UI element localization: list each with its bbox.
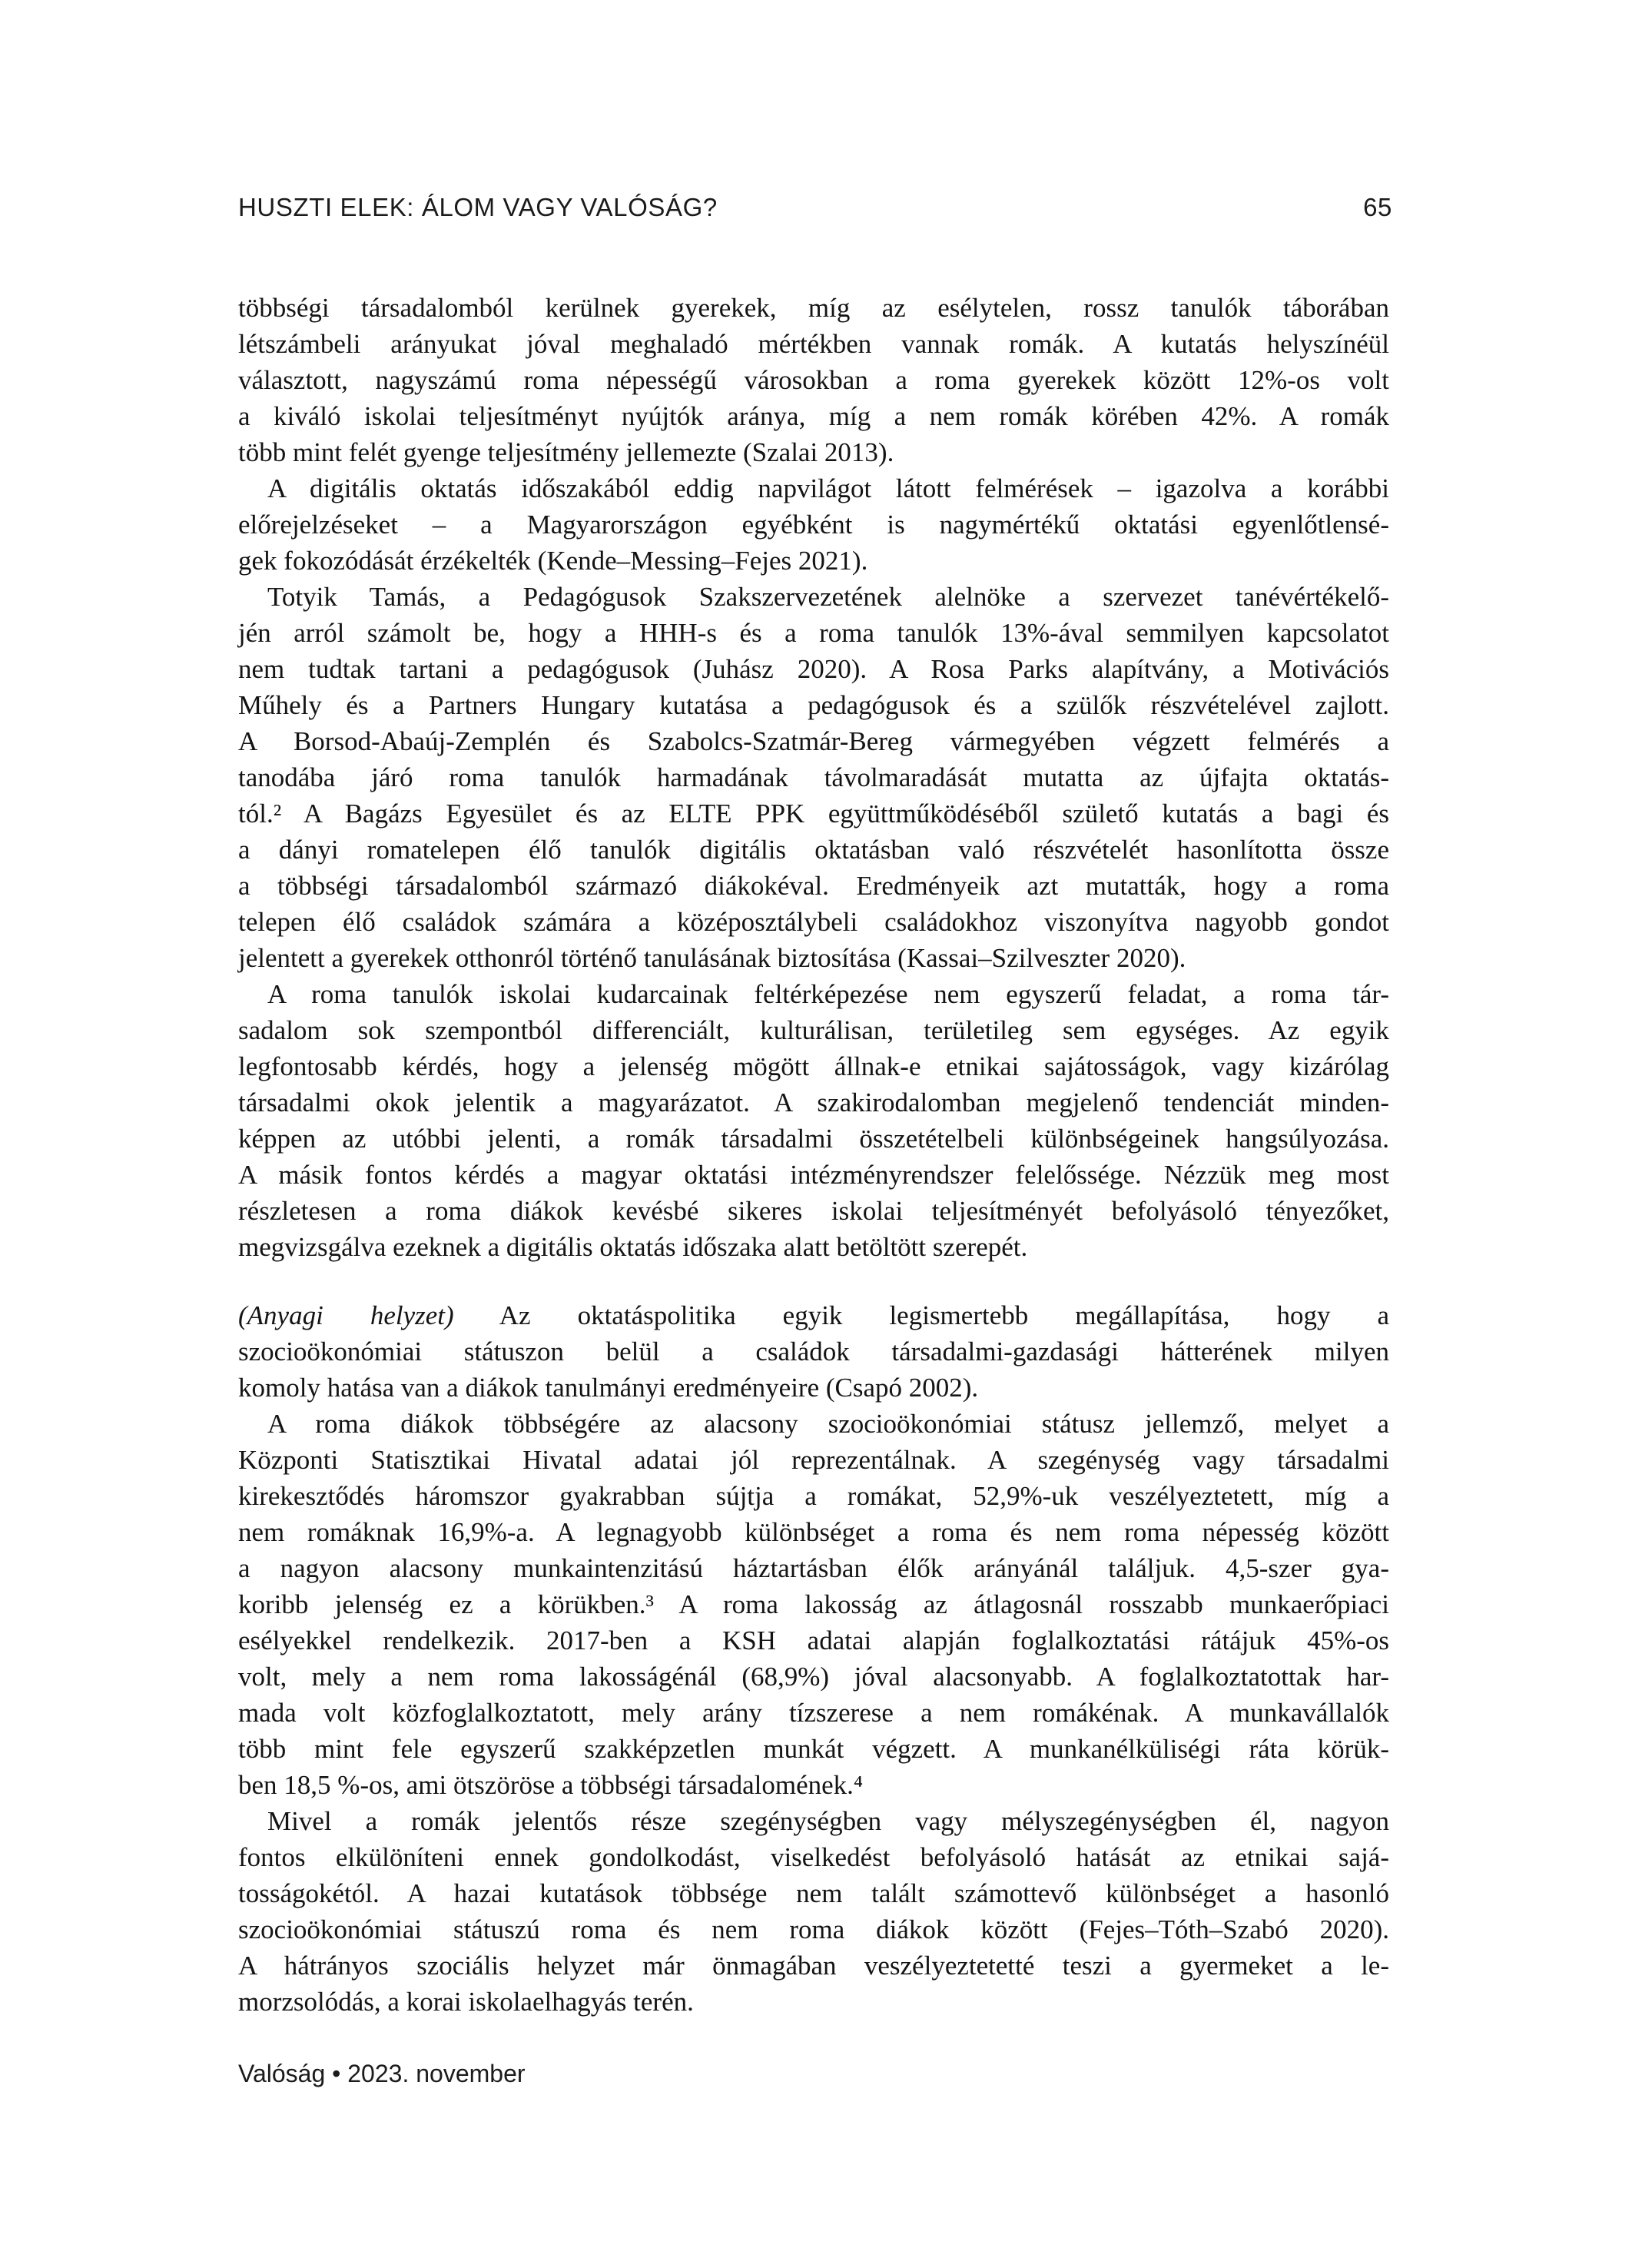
text-line: többségi társadalomból kerülnek gyerekek, míg az esélytelen, rossz tanulók táborában [238, 293, 1389, 323]
text-line: koribb jelenség ez a körükben.³ A roma lakosság az átlagosnál rosszabb munkaerőpiaci [238, 1589, 1389, 1619]
text-line: kirekesztődés háromszor gyakrabban sújtja a romákat, 52,9%-uk veszélyeztetett, míg a [238, 1481, 1389, 1511]
text-line: A másik fontos kérdés a magyar oktatási intézményrendszer felelőssége. Nézzük meg most [238, 1160, 1389, 1190]
paragraph [238, 1803, 1389, 2020]
text-line: tosságokétól. A hazai kutatások többsége nem talált számottevő különbséget a hasonló [238, 1878, 1389, 1908]
text-line: esélyekkel rendelkezik. 2017-ben a KSH adatai alapján foglalkoztatási rátájuk 45%-os [238, 1625, 1389, 1655]
text-line: a dányi romatelepen élő tanulók digitális oktatásban való részvételét hasonlította össze [238, 835, 1389, 865]
paragraph [238, 1297, 1389, 1406]
text-line: tanodába járó roma tanulók harmadának távolmaradását mutatta az újfajta oktatás- [238, 762, 1389, 792]
text-line: szocioökonómiai státuszú roma és nem roma diákok között (Fejes–Tóth–Szabó 2020). [238, 1914, 1389, 1944]
text-line: volt, mely a nem roma lakosságénál (68,9%) jóval alacsonyabb. A foglalkoztatottak har- [238, 1662, 1389, 1692]
text-line: Központi Statisztikai Hivatal adatai jól reprezentálnak. A szegénység vagy társadalmi [238, 1445, 1389, 1475]
text-line: sadalom sok szempontból differenciált, kulturálisan, területileg sem egységes. Az egyik [238, 1015, 1389, 1045]
text-line: szocioökonómiai státuszon belül a családok társadalmi-gazdasági hátterének milyen [238, 1337, 1389, 1366]
text-line: Műhely és a Partners Hungary kutatása a pedagógusok és a szülők részvételével zajlott. [238, 690, 1389, 720]
text-line: jén arról számolt be, hogy a HHH-s és a roma tanulók 13%-ával semmilyen kapcsolatot [238, 618, 1389, 648]
text-line: a többségi társadalomból származó diákokéval. Eredményeik azt mutatták, hogy a roma [238, 871, 1389, 901]
article-body [238, 290, 1389, 2020]
text-line: (Anyagi helyzet) Az oktatáspolitika egyik legismertebb megállapítása, hogy a [238, 1300, 1390, 1330]
text-line: nem romáknak 16,9%-a. A legnagyobb különbséget a roma és nem roma népesség között [238, 1517, 1389, 1547]
text-line: fontos elkülöníteni ennek gondolkodást, viselkedést befolyásoló hatását az etnikai sajá- [238, 1842, 1389, 1872]
paragraph [238, 579, 1389, 976]
text-line: telepen élő családok számára a középosztálybeli családokhoz viszonyítva nagyobb gondot [238, 907, 1389, 937]
text-line: a nagyon alacsony munkaintenzitású háztartásban élők arányánál találjuk. 4,5-szer gya- [238, 1553, 1389, 1583]
text-line: A hátrányos szociális helyzet már önmagában veszélyeztetetté teszi a gyermeket a le- [238, 1951, 1389, 1981]
text-line: A roma tanulók iskolai kudarcainak feltérképezése nem egyszerű feladat, a roma tár- [267, 979, 1389, 1009]
text-line: nem tudtak tartani a pedagógusok (Juhász 2020). A Rosa Parks alapítvány, a Motivációs [238, 654, 1389, 684]
text-line: tól.² A Bagázs Egyesület és az ELTE PPK együttműködéséből születő kutatás a bagi és [238, 799, 1389, 829]
page-header [238, 193, 1392, 222]
text-line: morzsolódás, a korai iskolaelhagyás terén. [238, 1987, 694, 2017]
section-label-italic: (Anyagi helyzet) [238, 1300, 454, 1330]
text-line: választott, nagyszámú roma népességű városokban a roma gyerekek között 12%-os volt [238, 365, 1389, 395]
text-line: előrejelzéseket – a Magyarországon egyébként is nagymértékű oktatási egyenlőtlensé- [238, 510, 1389, 540]
text-line: legfontosabb kérdés, hogy a jelenség mögött állnak-e etnikai sajátosságok, vagy kizárólag [238, 1051, 1389, 1081]
text-line: komoly hatása van a diákok tanulmányi eredményeire (Csapó 2002). [238, 1373, 979, 1403]
text-line: A roma diákok többségére az alacsony szocioökonómiai státusz jellemző, melyet a [267, 1409, 1389, 1439]
text-line: gek fokozódását érzékelték (Kende–Messing–Fejes 2021). [238, 546, 868, 576]
text-line: Mivel a romák jelentős része szegénységben vagy mélyszegénységben él, nagyon [267, 1806, 1389, 1836]
text-line: A Borsod-Abaúj-Zemplén és Szabolcs-Szatmár-Bereg vármegyében végzett felmérés a [238, 726, 1389, 756]
text-line: több mint felét gyenge teljesítmény jellemezte (Szalai 2013). [238, 437, 894, 467]
text-line: jelentett a gyerekek otthonról történő tanulásának biztosítása (Kassai–Szilveszter 2020). [238, 943, 1186, 973]
text-line: társadalmi okok jelentik a magyarázatot. A szakirodalomban megjelenő tendenciát minden- [238, 1088, 1389, 1117]
text-line: ben 18,5 %-os, ami ötszöröse a többségi társadalomének.⁴ [238, 1770, 864, 1800]
journal-footer-text: Valóság • 2023. november [238, 2060, 526, 2087]
text-line: részletesen a roma diákok kevésbé sikeres iskolai teljesítményét befolyásoló tényezőket, [238, 1196, 1389, 1226]
text-line: megvizsgálva ezeknek a digitális oktatás időszaka alatt betöltött szerepét. [238, 1232, 1028, 1262]
text-line: A digitális oktatás időszakából eddig napvilágot látott felmérések – igazolva a korábbi [267, 473, 1389, 503]
paragraph [238, 290, 1389, 470]
paragraph [238, 1406, 1389, 1803]
text-line: mada volt közfoglalkoztatott, mely arány tízszerese a nem romákénak. A munkavállalók [238, 1698, 1389, 1728]
paragraph [238, 976, 1389, 1265]
text-line: a kiváló iskolai teljesítményt nyújtók aránya, míg a nem romák körében 42%. A romák [238, 401, 1389, 431]
text-line: létszámbeli arányukat jóval meghaladó mértékben vannak romák. A kutatás helyszínéül [238, 329, 1389, 359]
text-line: Totyik Tamás, a Pedagógusok Szakszervezetének alelnöke a szervezet tanévértékelő- [267, 582, 1389, 612]
page-number: 65 [1363, 193, 1392, 221]
text-line: több mint fele egyszerű szakképzetlen munkát végzett. A munkanélküliségi ráta körük- [238, 1734, 1389, 1764]
paragraph [238, 470, 1389, 579]
page-footer [238, 2060, 526, 2088]
text-line: képpen az utóbbi jelenti, a romák társadalmi összetételbeli különbségeinek hangsúlyozása. [238, 1124, 1389, 1154]
running-title: HUSZTI ELEK: ÁLOM VAGY VALÓSÁG? [238, 193, 718, 221]
